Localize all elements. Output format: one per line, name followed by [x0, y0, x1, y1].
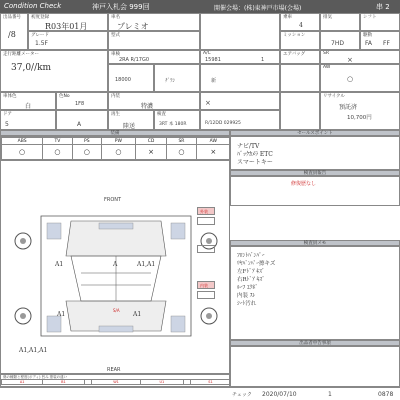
footer-num: 1 — [328, 391, 332, 398]
front-label: FRONT — [104, 197, 122, 203]
right-mark-2: A1 — [133, 311, 142, 318]
legend-table — [1, 379, 230, 385]
equipment-head: 装備 — [0, 130, 230, 136]
legend-cell: B1 — [43, 380, 84, 385]
grade-value: 1.5F — [35, 40, 48, 47]
renew-value: 陸送 — [123, 123, 136, 130]
color-no-label: 色No — [59, 94, 70, 99]
sales-point-panel — [230, 136, 400, 170]
equipment-col-label: CD — [135, 138, 166, 145]
equipment-col-label: SR — [167, 138, 196, 145]
legend-cell: A1 — [2, 380, 43, 385]
first-registration-label: 初度登録 — [31, 15, 49, 20]
equipment-mark: × — [196, 145, 230, 160]
legend-cell — [84, 380, 91, 385]
displacement-label: 排気 — [323, 15, 332, 20]
legend-head: 傷の種類と程度(ボディ) 凹み 塗装の違い — [3, 375, 68, 379]
report-header — [0, 0, 400, 13]
equipment-mark: × — [135, 145, 166, 160]
extra-value-1: 18000 — [115, 77, 131, 83]
renew-cell — [108, 110, 154, 130]
inspector-note-red: 修復歴なし — [291, 181, 317, 187]
inspector-note-head: 検査員報告 — [230, 170, 400, 176]
side-box-5 — [197, 291, 215, 299]
legend-panel — [0, 374, 230, 387]
equipment-mark: ○ — [2, 145, 43, 160]
equipment-mark: ○ — [101, 145, 135, 160]
renew-label: 再生 — [111, 112, 120, 117]
legend-cell: U1 — [141, 380, 184, 385]
equipment-col-label: PW — [101, 138, 135, 145]
body-color-label: 車体色 — [3, 94, 17, 99]
inspector-memo-panel — [230, 246, 400, 340]
interior-value: 特濃 — [141, 103, 154, 110]
left-front-panel — [47, 223, 61, 239]
equipment-mark: ○ — [72, 145, 101, 160]
displacement-value: 7HD — [331, 40, 344, 47]
equipment-col-label: AW — [196, 138, 230, 145]
side-box-3 — [197, 245, 215, 253]
venue-label: 開催会場：(株)東神戸市場(会場) — [214, 5, 302, 12]
left-mark-1: A1 — [55, 261, 64, 268]
pink-box-1 — [197, 207, 215, 215]
ac-label: A/C — [203, 51, 211, 56]
recycle-status: 預託済 — [339, 104, 358, 111]
footer-code: 0878 — [378, 391, 394, 398]
sales-point-line: ﾊﾞｯｸｶﾒﾗ ETC — [237, 151, 273, 158]
ac-value-2: 1 — [261, 57, 265, 63]
pink-text-1: 外装 — [200, 209, 208, 214]
car-diagram-panel — [0, 160, 230, 374]
door-a-cell — [56, 110, 108, 130]
left-rear-panel — [47, 316, 61, 332]
ac-value: 15981 — [205, 57, 221, 63]
check-label: 検査 — [157, 112, 166, 117]
shift-value: FA — [365, 40, 373, 47]
sales-point-line: スマートキー — [237, 159, 273, 166]
equipment-mark: ○ — [43, 145, 72, 160]
sr-label: SR — [323, 51, 329, 56]
mileage-value: 37,0//km — [11, 63, 52, 73]
blank-cell-1 — [200, 13, 280, 50]
equipment-col-label: TV — [43, 138, 72, 145]
engine-label: ミッション — [283, 33, 306, 38]
report-title: Condition Check — [4, 2, 62, 10]
shift-cell — [360, 13, 400, 31]
seats-cell — [280, 13, 320, 31]
right-mark-1: A1,A1 — [137, 261, 156, 268]
door-a-value: A — [77, 121, 82, 128]
legend-cell: S1 — [190, 380, 230, 385]
engine-cell — [280, 31, 320, 50]
roof-label: S/A — [113, 308, 120, 313]
inspector-note-panel — [230, 176, 400, 206]
door-value: 5 — [5, 121, 9, 128]
interior-mark-cell — [200, 92, 280, 110]
recycle-code-cell — [200, 110, 280, 130]
inspector-memo-head: 検査員メモ — [230, 240, 400, 246]
seller-note-head: 出品者申告事項 — [230, 340, 400, 346]
extra-cell-2 — [154, 64, 200, 92]
inspector-memo-line: ﾌﾛﾝﾄﾊﾞﾝﾊﾟｰ — [237, 253, 265, 259]
interior-cell — [108, 92, 200, 110]
equipment-col-label: PS — [72, 138, 101, 145]
mileage-label: 走行距離メーター — [3, 52, 39, 57]
lot-number-value: /8 — [8, 30, 16, 39]
side-box-2 — [197, 217, 215, 225]
inspection-cell — [108, 50, 200, 64]
right-front-panel — [171, 223, 185, 239]
body-color-cell — [0, 92, 56, 110]
displacement-cell — [320, 13, 360, 31]
rear-panel — [99, 326, 133, 332]
header-right-label: 串 2 — [376, 3, 390, 11]
extra-value-2: ﾁﾞﾗﾝ — [165, 78, 176, 84]
inspector-memo-line: 内装 ｽﾚ — [237, 293, 256, 299]
inspector-memo-line: 右Rﾄﾞｱ ｷｽﾞ — [237, 277, 265, 283]
pink-box-2 — [197, 281, 215, 289]
drive-value: FF — [383, 40, 390, 47]
color-no-cell — [56, 92, 108, 110]
extra-cell-1 — [108, 64, 154, 92]
equipment-panel — [0, 136, 230, 160]
mileage-cell — [0, 50, 108, 92]
footer-date: 2020/07/10 — [262, 391, 297, 398]
first-registration-value: R03年01月 — [45, 22, 88, 31]
inspection-label: 車検 — [111, 52, 120, 57]
door-label: ドア — [3, 112, 12, 117]
equipment-table — [1, 137, 230, 160]
roof-mark: A — [113, 261, 118, 268]
car-name-value: プレミオ — [117, 22, 149, 31]
lot-number-label: 出品番号 — [3, 15, 21, 20]
bottom-mark: A1,A1,A1 — [19, 347, 48, 354]
pink-text-2: 内装 — [200, 283, 208, 288]
model-type-cell — [108, 31, 200, 50]
recycle-amount: 10,700円 — [347, 115, 372, 121]
ac-cell — [200, 50, 280, 64]
interior-label: 内装 — [111, 94, 120, 99]
body-color-value: 白 — [25, 103, 32, 110]
equipment-mark: ○ — [167, 145, 196, 160]
seats-value: 4 — [299, 22, 303, 29]
shift-label: シフト — [363, 15, 377, 20]
model-type-label: 型式 — [111, 33, 120, 38]
color-no-value: 1F8 — [75, 101, 85, 107]
first-registration-cell — [28, 13, 108, 31]
blank-cell-2 — [280, 64, 320, 92]
seats-label: 乗車 — [283, 15, 292, 20]
car-name-label: 車名 — [111, 15, 120, 20]
check-value: 3RT 本 180R — [159, 122, 187, 127]
displacement-value-cell — [320, 31, 360, 50]
recycle-cell — [320, 92, 400, 130]
car-body-outline — [41, 216, 191, 336]
inspector-memo-line: ﾙｰﾌ ｴｸﾎﾞ — [237, 285, 258, 291]
auction-name: 神戸入札会 999回 — [92, 3, 150, 11]
airbag-cell — [280, 50, 320, 64]
drive-cell — [360, 31, 400, 50]
front-panel — [99, 223, 133, 229]
drive-label: 駆動 — [363, 33, 372, 38]
extra-cell-3 — [200, 64, 280, 92]
recycle-code-value: R/12DD 029925 — [205, 121, 241, 126]
inspector-memo-line: ﾘﾔﾊﾞﾝﾊﾟｰ擦キズ — [237, 261, 276, 267]
car-name-cell — [108, 13, 200, 31]
aw-mark: ○ — [347, 75, 354, 83]
grade-label: グレード — [31, 33, 49, 38]
equipment-col-label: ABS — [2, 138, 43, 145]
footer-label: チェック — [232, 392, 252, 398]
grade-cell — [28, 31, 108, 50]
rear-label: REAR — [107, 367, 121, 373]
right-rear-panel — [171, 316, 185, 332]
extra-value-3: 新 — [211, 78, 217, 84]
aw-label: AW — [323, 65, 331, 70]
check-cell — [154, 110, 200, 130]
report-footer — [0, 387, 400, 400]
legend-cell: W1 — [92, 380, 141, 385]
lot-number-cell — [0, 13, 28, 50]
sales-point-head: セールスポイント — [230, 130, 400, 136]
interior-mark: × — [205, 99, 211, 107]
inspection-value: 2RA R/17G0 — [119, 57, 150, 63]
recycle-label: リサイクル — [323, 94, 345, 99]
left-mark-2: A1 — [57, 311, 66, 318]
legend-cell — [183, 380, 190, 385]
sr-mark: × — [347, 56, 353, 64]
airbag-label: エアバッグ — [283, 52, 306, 57]
aw-cell — [320, 64, 400, 92]
inspector-memo-line: ｼｰﾄ汚れ — [237, 301, 257, 307]
blank-cell-3 — [280, 92, 320, 130]
inspector-memo-line: 左Fﾄﾞｱ ｷｽﾞ — [237, 269, 265, 275]
seller-note-panel — [230, 346, 400, 387]
sales-point-line: ナビ/TV — [237, 143, 260, 150]
sr-cell — [320, 50, 400, 64]
door-cell — [0, 110, 56, 130]
